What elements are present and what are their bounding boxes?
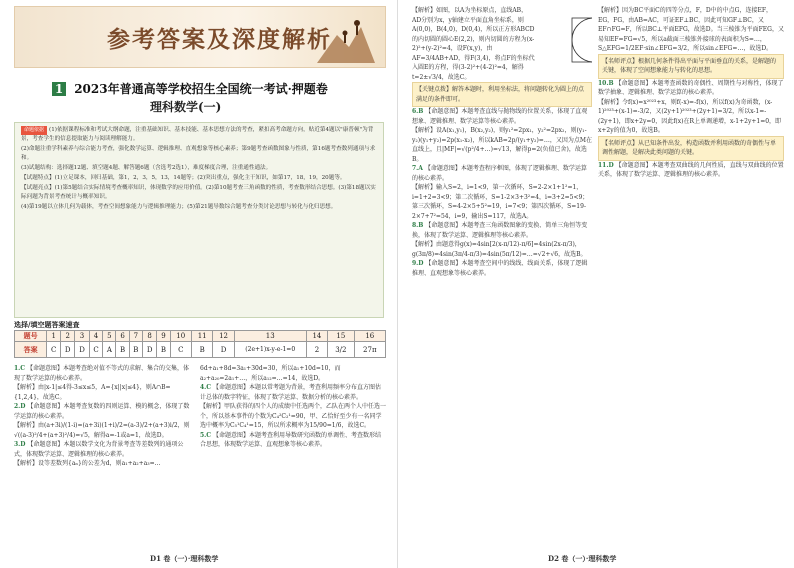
solution-block: 【解析】甲队获得的四个人的成绩中任选两个，乙队在两个人中任选一个，所以基本事件的个数为C₄²C₂¹=90，甲、乙恰好至少有一名同学选中概率为C₅¹C₄¹=15，所以所求概率为15/90=1/6，故选C。 xyxy=(200,403,386,429)
solution-block: 11.D 【命题意图】本题考查双曲线的几何性质，直线与双曲线的位置关系，体现了数学运算、逻辑推理的核心素养。 xyxy=(598,161,784,178)
climbers-icon xyxy=(317,13,375,63)
table-answer-cell: C xyxy=(170,342,191,358)
answer-table-header-row xyxy=(15,331,386,342)
table-header-cell: 7 xyxy=(129,331,142,342)
solution-block: 9.D 【命题意图】本题考查空间中的线线、线面关系，体现了逻辑推理、直观想象等核心素养。 xyxy=(412,260,588,277)
table-answer-cell: C xyxy=(89,342,103,358)
tip-block: 【关键点拨】解答本题时，利用坐标法，将问题转化为圆上的点满足的条件即可。 xyxy=(412,82,592,107)
table-answer-cell: C xyxy=(47,342,61,358)
solution-block: 【解析】由题意得g(x)=4sin[2(x-π/12)-π/6]=4sin(2x-π/3)，g(3π/8)=4sin(3π/4-π/3)=4sin(5π/12)=…=√2+√6，故选B。 xyxy=(412,241,587,258)
solution-block: 1.C 【命题意图】本题考查绝对值不等式的求解、集合的交集，体现了数学运算的核心素养。 xyxy=(14,365,189,382)
intro-paragraph: (3)试题结构：选择题12题、填空题4题、解答题6题（含选考2选1），难度梯度合理，注重通性通法。 xyxy=(21,165,272,171)
solution-block: 【解析】设等差数列{aₙ}的公差为d，则a₁+a₂+a₃=… xyxy=(14,460,161,467)
solution-block: 10.B 【命题意图】本题考查函数的奇偶性、周期性与对称性，体现了数学抽象、逻辑推理、数学运算的核心素养。 xyxy=(598,79,784,96)
solution-block: 6.B 【命题意图】本题考查直线与抛物线的位置关系，体现了直观想象、逻辑推理、数学运算等核心素养。 xyxy=(412,108,588,125)
solution-block: 4.C 【命题意图】本题以常考题为背景，考查利用频率分布直方图估计总体的数字特征，体现了数学运算、数据分析的核心素养。 xyxy=(200,384,381,401)
table-answer-cell: B xyxy=(129,342,142,358)
table-answer-cell: D xyxy=(143,342,157,358)
table-header-cell: 15 xyxy=(328,331,354,342)
table-answer-cell: D xyxy=(75,342,89,358)
solution-block: 8.B 【命题意图】本题考查三角函数图象的变换、简单三角恒等变换，体现了数学运算、逻辑推理等核心素养。 xyxy=(412,222,588,239)
solution-block: 【解析】令f(x)=x²⁰²³+x，则f(-x)=-f(x)，所以f(x)为奇函数，(x-1)²⁰²³+(x-1)=-3/2，又(2y+1)²⁰²³+(2y+1)=3/2，所以x-1=-(2y+1)，即x+2y=0，因此f(x)在R上单调递增，x-1+2y+1=0，即x+2y的值为0，故选B。 xyxy=(598,98,782,134)
answer-banner xyxy=(14,6,386,68)
inscribed-circle-figure xyxy=(568,14,592,66)
answer-table xyxy=(14,330,386,358)
table-answer-cell: A xyxy=(103,342,116,358)
tip-block: 【名师评点】从已知条件出发，构造函数并利用函数的奇偶性与单调性解题，是解决此类问题的关键。 xyxy=(598,136,784,161)
intro-paragraph: (2)命题注重学科素养与综合能力考查，强化数学运算、逻辑推理、直观想象等核心素养；第9题考查函数图象与性质，第16题考查数列通项与求和。 xyxy=(21,146,376,161)
table-header-cell: 1 xyxy=(47,331,61,342)
right-column-1 xyxy=(412,6,592,554)
solution-block: 5.C 【命题意图】本题考查利用导数研究函数的单调性、考查数形结合思想，体现数学运算、直观想象等核心素养。 xyxy=(200,431,381,448)
intro-paragraph: 【试题特点】(1)立足课本，回归基础，第1，2，3，5，13，14题等；(2)突出重点，强化主干知识，如第17，18，19，20题等。 xyxy=(21,175,346,181)
left-column-2 xyxy=(200,364,386,550)
right-column-2 xyxy=(598,6,784,554)
intro-tag: 命题依据 xyxy=(21,126,47,135)
table-answer-cell: D xyxy=(213,342,234,358)
table-header-cell: 11 xyxy=(191,331,212,342)
answer-table-title: 选择/填空题答案速查 xyxy=(14,320,80,329)
table-answer-cell: B xyxy=(116,342,129,358)
table-answer-cell: D xyxy=(61,342,75,358)
table-header-cell: 13 xyxy=(234,331,306,342)
table-answer-cell: 3/2 xyxy=(328,342,354,358)
table-header-cell: 2 xyxy=(61,331,75,342)
table-header-cell: 14 xyxy=(306,331,327,342)
left-column-1 xyxy=(14,364,194,550)
right-footer: D2 卷（一）·理科数学 xyxy=(548,554,617,563)
table-header-cell: 9 xyxy=(157,331,170,342)
table-header-cell: 10 xyxy=(170,331,191,342)
left-footer: D1 卷（一）·理科数学 xyxy=(150,554,219,563)
solution-block: 【解析】因为BC平面C的四等分点，F，D中的中点G，连接EF，EG，FG，由AB=AC，可证EF⊥BC，因此可知GF⊥BC，又EF∩FG=F，所以BC⊥平面EFG，故选D。当三棱锥为平面FEG，又易知EF=FG=√5，所以a截面三棱锥外接球的表面积为S=…，S△EFG=1/2EF·sin∠EFG=3/2，所以sin∠EFG=…，故选D。 xyxy=(598,7,784,52)
table-answer-cell: B xyxy=(191,342,212,358)
table-answer-cell: (2e+1)x-y-e-1=0 xyxy=(234,342,306,358)
exam-number: 1 xyxy=(52,82,66,96)
solution-block: 【解析】如图，以A为坐标原点，直线AB，AD分别为x，y轴建立平面直角坐标系，则A(0,0)，B(4,0)，D(0,4)，所以正方形ABCD的内切圆的圆心E(2,2)，则内切圆的方程为(x-2)²+(y-2)²=4，设F(x,y)，由AF=3/4AB+AD，得F(3,4)，将点F的坐标代入圆E的方程，得(3-2)²+(4-2)²=4，解得t=2±√3/4，故选C。 xyxy=(412,7,535,81)
table-header-cell: 4 xyxy=(89,331,103,342)
exam-title: 2023年普通高等学校招生全国统一考试·押题卷 xyxy=(74,82,328,96)
solution-block: 3.D 【命题意图】本题以数学文化为背景考查等差数列的通项公式，体现数学运算、逻辑推理的核心素养。 xyxy=(14,441,184,458)
tip-block: 【名师评点】根据几何条件得出平面与平面垂直的关系，是解题的关键，体现了空间想象能力与转化的思想。 xyxy=(598,54,784,79)
table-answer-cell: 27π xyxy=(354,342,385,358)
table-header-cell: 3 xyxy=(75,331,89,342)
table-header-cell: 8 xyxy=(143,331,157,342)
exam-header xyxy=(52,80,352,97)
solution-block: 【解析】设A(x₁,y₁)，B(x₂,y₂)，则y₁²=2px₁，y₂²=2px₂，则(y₁-y₂)(y₁+y₂)=2p(x₁-x₂)，所以kAB=2p/(y₁+y₂)=…，又因为点M在直线上，且|MF|=√(p²/4+…)=√13，解得p=2(负值已舍)，故选B。 xyxy=(412,127,592,163)
solution-block: 7.A 【命题意图】本题考查程序框图，体现了逻辑推理、数学运算的核心素养。 xyxy=(412,165,587,182)
table-header-cell: 16 xyxy=(354,331,385,342)
table-header-cell: 6 xyxy=(116,331,129,342)
solution-block: 【解析】由|x-1|≤4得-3≤x≤5，A={x||x|≤4}，则A∩B={1,2,4}，故选C。 xyxy=(14,384,171,401)
intro-paragraph: (1)依据课程标准和考试大纲命题，注重基础知识、基本技能、基本思想方法的考查，紧扣高考命题方向，贴近第4题以"康普顿"为背景，考查学生的信息提取能力与阅读理解能力。 xyxy=(21,127,374,142)
table-answer-cell: B xyxy=(157,342,170,358)
table-header-cell: 12 xyxy=(213,331,234,342)
exam-subject: 理科数学(一) xyxy=(150,100,222,114)
table-answer-label: 答案 xyxy=(15,342,47,358)
solution-block: 6d+a₁+8d=3a₁+30d=30，所以a₁+10d=10，而a₂+a₂₀=2a₁+…，所以a₁₂=…=14，故选D。 xyxy=(200,365,341,382)
banner-title: 参考答案及深度解析 xyxy=(107,26,332,53)
table-answer-cell: 2 xyxy=(306,342,327,358)
right-page xyxy=(397,0,794,568)
intro-paragraph: 【试题亮点】(1)第5题结合实际情境考查概率知识，体现数学的应用价值。(2)第10题考查三角函数的性质，考查数形结合思想。(3)第18题以实际问题为背景考查统计与概率知识。 xyxy=(21,185,376,200)
answer-table-answer-row xyxy=(15,342,386,358)
solution-block: 2.D 【命题意图】本题考查复数的四则运算、模的概念，体现了数学运算的核心素养。 xyxy=(14,403,190,420)
table-header-cell: 题号 xyxy=(15,331,47,342)
table-header-cell: 5 xyxy=(103,331,116,342)
intro-box xyxy=(14,122,384,318)
intro-paragraph: (4)第19题以立体几何为载体，考查空间想象能力与逻辑推理能力；(5)第21题导数综合题考查分类讨论思想与转化与化归思想。 xyxy=(21,204,337,210)
solution-block: 【解析】由(a+3i)/(1-i)=(a+3i)(1+i)/2=(a-3)/2+(a+3)i/2，则√((a-3)²/4+(a+3)²/4)=√5，解得a=-1或a=1，故选D。 xyxy=(14,422,190,439)
solution-block: 【解析】输入S=2，i=1<9，第一次循环，S=2-2×1+1²=1，i=1+2=3<9；第二次循环，S=1-2×3+3²=4，i=3+2=5<9；第三次循环，S=4-2×5+5²=19，i=7<9；第四次循环，S=19-2×7+7²=54，i=9，输出S=117，故选A。 xyxy=(412,184,589,220)
